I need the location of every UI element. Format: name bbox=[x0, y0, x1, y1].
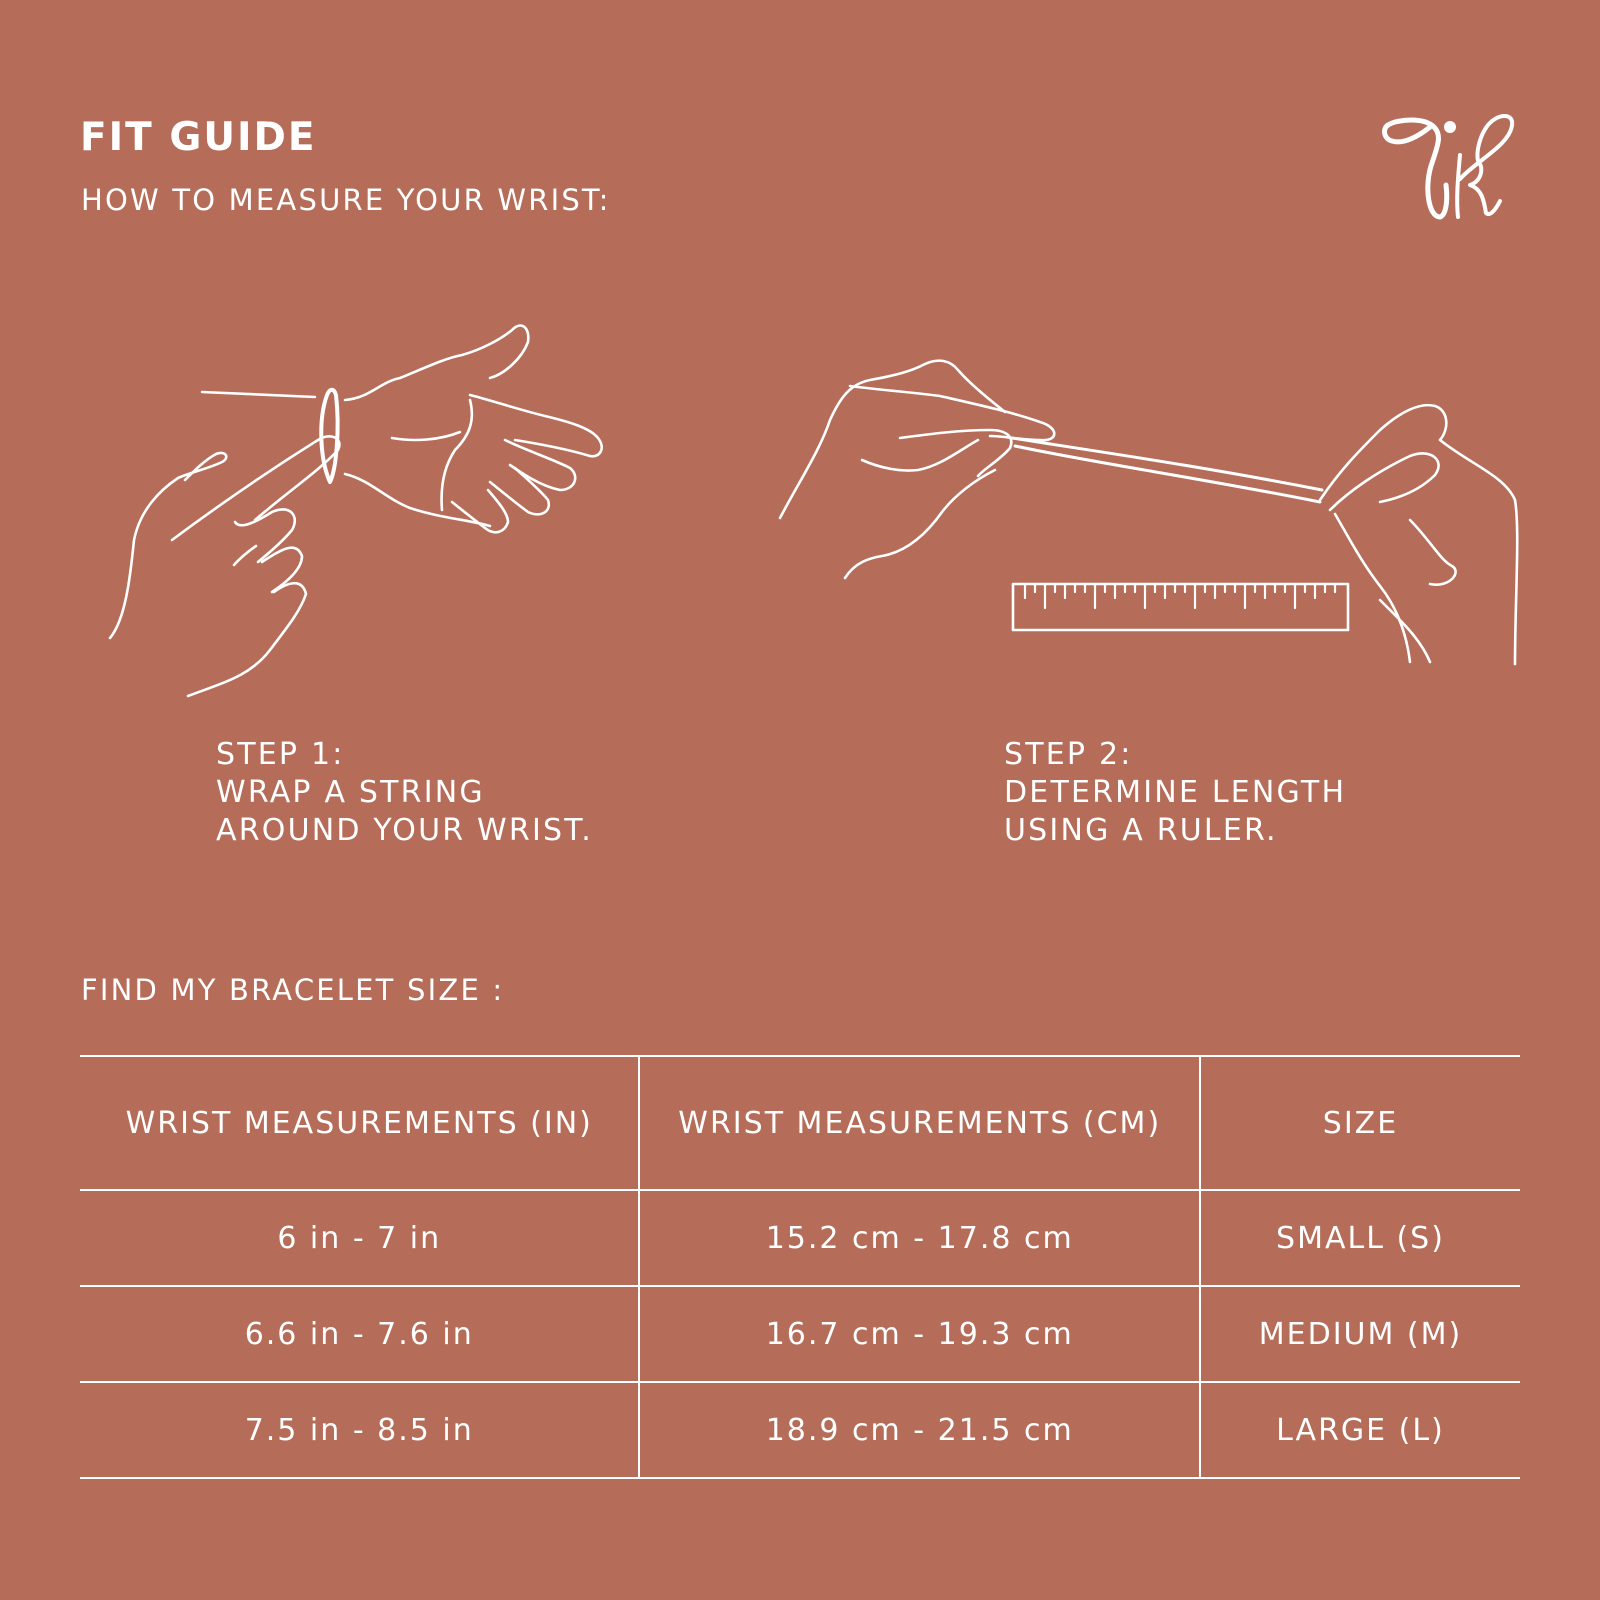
cell-cm: 15.2 cm - 17.8 cm bbox=[639, 1190, 1199, 1286]
hand-wrapping-string-icon bbox=[110, 326, 602, 696]
size-section-title: FIND MY BRACELET SIZE : bbox=[81, 973, 505, 1007]
cell-size: SMALL (S) bbox=[1200, 1190, 1520, 1286]
measuring-illustrations bbox=[0, 300, 1600, 700]
cell-cm: 18.9 cm - 21.5 cm bbox=[639, 1382, 1199, 1478]
step-2-label: STEP 2: bbox=[1004, 737, 1133, 772]
page-subtitle: HOW TO MEASURE YOUR WRIST: bbox=[81, 183, 611, 217]
step-2-instruction bbox=[1004, 736, 1346, 850]
cell-size: MEDIUM (M) bbox=[1200, 1286, 1520, 1382]
page-title: FIT GUIDE bbox=[80, 115, 317, 160]
jk-monogram-icon bbox=[1380, 105, 1520, 225]
table-row bbox=[80, 1382, 1520, 1478]
column-header-cm: WRIST MEASUREMENTS (CM) bbox=[639, 1056, 1199, 1190]
column-header-size: SIZE bbox=[1200, 1056, 1520, 1190]
column-header-inches: WRIST MEASUREMENTS (IN) bbox=[80, 1056, 639, 1190]
step-1-label: STEP 1: bbox=[216, 737, 345, 772]
bracelet-size-table bbox=[80, 1055, 1520, 1479]
cell-size: LARGE (L) bbox=[1200, 1382, 1520, 1478]
step-1-line-1: WRAP A STRING bbox=[216, 775, 485, 810]
step-1-instruction bbox=[216, 736, 593, 850]
step-2-line-2: USING A RULER. bbox=[1004, 813, 1278, 848]
table-row bbox=[80, 1190, 1520, 1286]
cell-inches: 6 in - 7 in bbox=[80, 1190, 639, 1286]
cell-cm: 16.7 cm - 19.3 cm bbox=[639, 1286, 1199, 1382]
step-2-line-1: DETERMINE LENGTH bbox=[1004, 775, 1347, 810]
hands-measuring-ruler-icon bbox=[780, 361, 1517, 664]
cell-inches: 6.6 in - 7.6 in bbox=[80, 1286, 639, 1382]
table-header-row bbox=[80, 1056, 1520, 1190]
step-1-line-2: AROUND YOUR WRIST. bbox=[216, 813, 593, 848]
cell-inches: 7.5 in - 8.5 in bbox=[80, 1382, 639, 1478]
table-row bbox=[80, 1286, 1520, 1382]
